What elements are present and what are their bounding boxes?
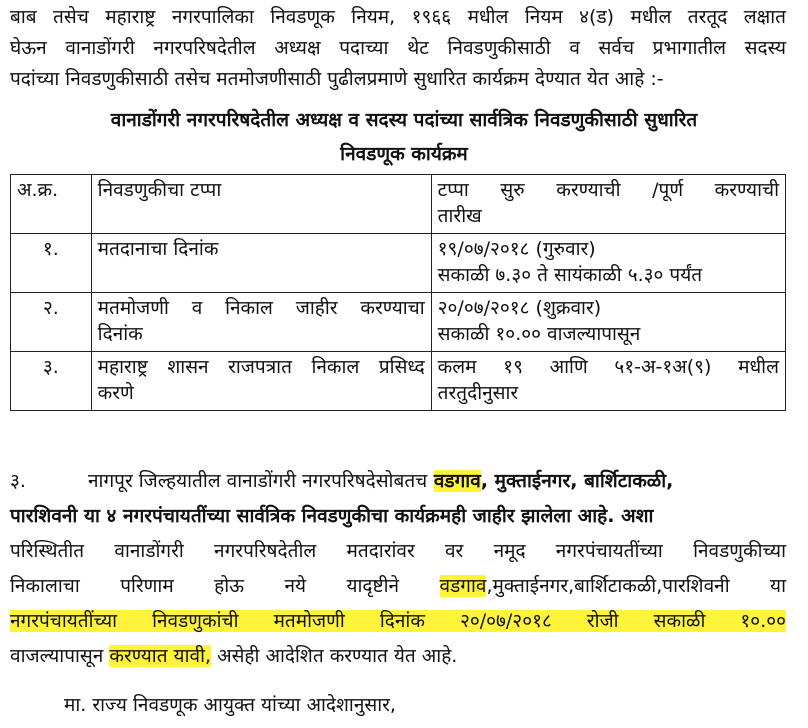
table-row — [11, 234, 786, 293]
row-serial-no: २. — [11, 293, 92, 352]
para-3-line-5 — [10, 608, 786, 634]
highlight-vadgaon: वडगाव — [433, 470, 481, 492]
row-date-line-2: तरतुदीनुसार — [437, 382, 519, 404]
row-stage-line-1: मतदानाचा दिनांक — [97, 238, 219, 260]
para-3-line-6-text: वाजल्यापासून — [10, 645, 104, 667]
schedule-heading-line-2: निवडणूक कार्यक्रम — [340, 143, 468, 165]
intro-line-2: घेऊन वानाडोंगरी नगरपरिषदेतील अध्यक्ष पदाच्या थेट निवडणुकीसाठी व सर्वच प्रभागातील सदस्य — [10, 37, 786, 59]
closing-line: मा. राज्य निवडणूक आयुक्त यांच्या आदेशानुसार, — [64, 694, 396, 716]
highlight-to-be-done: करण्यात यावी, — [109, 645, 212, 667]
header-date — [431, 175, 785, 234]
row-date-line-1: २०/०७/२०१८ (शुक्रवार) — [437, 297, 602, 319]
para-3-line-1 — [88, 468, 673, 494]
para-3-line-3: परिस्थितीत वानाडोंगरी नगरपरिषदेतील मतदारांवर वर नमूद नगरपंचायतींच्या निवडणुकीच्या — [10, 540, 786, 562]
header-serial-no: अ.क्र. — [11, 175, 92, 234]
row-stage-line-1: महाराष्ट्र शासन राजपत्रात निकाल प्रसिध्द — [97, 356, 425, 378]
row-stage-line-2: दिनांक — [97, 323, 143, 345]
election-schedule-table — [10, 174, 786, 411]
para-3-line-2-text: पारशिवनी या ४ नगरपंचायतींच्या सार्वत्रिक निवडणुकीचा कार्यक्रमही जाहीर झालेला आहे. अशा — [10, 505, 654, 527]
intro-line-1: बाब तसेच महाराष्ट्र नगरपालिका निवडणूक नियम, १९६६ मधील नियम ४(ड) मधील तरतूद लक्षात — [10, 6, 786, 28]
row-serial-no: ३. — [11, 352, 92, 411]
row-date — [431, 352, 785, 411]
row-serial-no: १. — [11, 234, 92, 293]
para-3-line-4 — [10, 573, 786, 599]
table-row — [11, 293, 786, 352]
row-date-line-2: सकाळी १०.०० वाजल्यापासून — [437, 323, 641, 345]
header-date-line-1: टप्पा सुरु करण्याची /पूर्ण करण्याची — [437, 179, 779, 201]
header-stage: निवडणुकीचा टप्पा — [91, 175, 431, 234]
para-3-line-1-places: , मुक्ताईनगर, बार्शिटाकळी, — [480, 470, 674, 492]
para-3-line-4-text: निकालाचा परिणाम होऊ नये यादृष्टीने — [10, 575, 400, 597]
para-3-line-2 — [10, 503, 653, 529]
highlight-vadgaon-2: वडगाव — [439, 575, 487, 597]
para-3-line-6 — [10, 643, 457, 669]
row-date — [431, 234, 785, 293]
row-stage-line-2: करणे — [97, 382, 134, 404]
row-date-line-2: सकाळी ७.३० ते सायंकाळी ५.३० पर्यंत — [437, 264, 703, 286]
table-header-row — [11, 175, 786, 234]
para-3-line-1-text: नागपूर जिल्हयातील वानाडोंगरी नगरपरिषदेसोबतच — [88, 470, 428, 492]
para-3-line-6-end: असेही आदेशित करण्यात येत आहे. — [211, 645, 458, 667]
row-date — [431, 293, 785, 352]
row-date-line-1: १९/०७/२०१८ (गुरुवार) — [437, 238, 596, 260]
para-3-number: ३. — [10, 470, 26, 492]
row-stage — [91, 352, 431, 411]
para-3-line-4-places: ,मुक्ताईनगर,बार्शिटाकळी,पारशिवनी या — [486, 575, 787, 597]
schedule-heading-line-1: वानाडोंगरी नगरपरिषदेतील अध्यक्ष व सदस्य पदांच्या सार्वत्रिक निवडणुकीसाठी सुधारित — [110, 109, 698, 131]
row-date-line-1: कलम १९ आणि ५१-अ-१अ(९) मधील — [437, 356, 779, 378]
header-date-line-2: तारीख — [437, 205, 482, 227]
intro-line-3: पदांच्या निवडणुकीसाठी तसेच मतमोजणीसाठी पुढीलप्रमाणे सुधारित कार्यक्रम देण्यात येत आहे :- — [10, 68, 664, 90]
highlight-counting-line: नगरपंचायतींच्या निवडणुकांची मतमोजणी दिनांक २०/०७/२०१८ रोजी सकाळी १०.०० — [10, 610, 786, 632]
table-row — [11, 352, 786, 411]
row-stage — [91, 293, 431, 352]
row-stage — [91, 234, 431, 293]
row-stage-line-1: मतमोजणी व निकाल जाहीर करण्याचा — [97, 297, 425, 319]
